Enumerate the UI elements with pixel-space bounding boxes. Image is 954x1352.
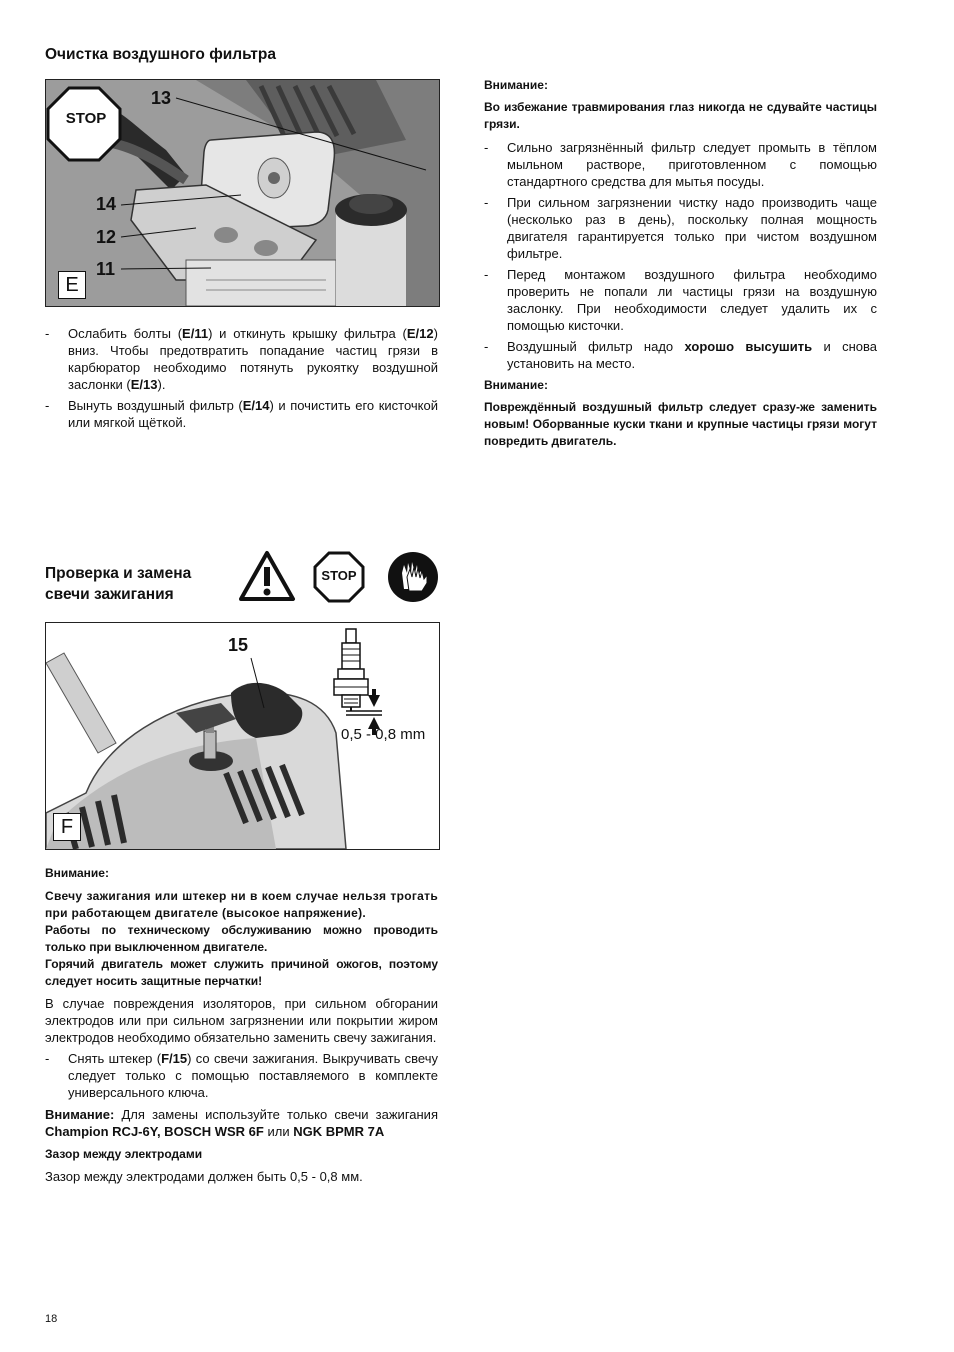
page-number: 18 bbox=[45, 1313, 58, 1325]
list-item: - Вынуть воздушный фильтр (E/14) и почистить его кисточкой или мягкой щёткой. bbox=[45, 398, 438, 430]
air-filter-notes bbox=[484, 77, 877, 450]
list-item: - Ослабить болты (E/11) и откинуть крышку фильтра (E/12) вниз. Чтобы предотвратить попадание частиц грязи в карбюратор необходимо потянуть рукоятку воздушной заслонки (E/13). bbox=[45, 326, 438, 392]
list-item: - Воздушный фильтр надо хорошо высушить и снова установить на место. bbox=[484, 339, 877, 371]
warning-eyes: Во избежание травмирования глаз никогда не сдувайте частицы грязи. bbox=[484, 100, 877, 131]
callout-14: 14 bbox=[96, 194, 117, 214]
warning-burns: Горячий двигатель может служить причиной ожогов, поэтому следует носить защитные перчатки! bbox=[45, 957, 438, 988]
figure-letter-e: E bbox=[58, 271, 86, 299]
warning-damaged-filter: Повреждённый воздушный фильтр следует сразу-же заменить новым! Оборванные куски ткани и крупные частицы грязи могут повредить двигатель. bbox=[484, 400, 877, 448]
gap-text: Зазор между электродами должен быть 0,5 - 0,8 мм. bbox=[45, 1169, 363, 1184]
attention-label: Внимание: bbox=[45, 866, 109, 880]
figure-letter-f: F bbox=[53, 813, 81, 841]
callout-12: 12 bbox=[96, 227, 117, 247]
list-item: - Перед монтажом воздушного фильтра необходимо проверить не попали ли частицы грязи на воздушную заслонку. При необходимости следует удалить их с помощью кисточки. bbox=[484, 267, 877, 333]
section-title-air-filter: Очистка воздушного фильтра bbox=[45, 46, 276, 63]
stop-icon-label: STOP bbox=[321, 568, 357, 583]
stop-sign-label: STOP bbox=[65, 110, 107, 127]
spark-plug-text bbox=[45, 865, 438, 1185]
stop-icon bbox=[313, 551, 365, 603]
section-title-spark-plug bbox=[45, 563, 191, 605]
figure-f bbox=[45, 622, 440, 850]
list-item: - Сильно загрязнённый фильтр следует промыть в тёплом мыльном растворе, приготовленном с помощью стандартного средства для мытья посуды. bbox=[484, 140, 877, 189]
title-line-2: свечи зажигания bbox=[45, 586, 174, 603]
callout-11: 11 bbox=[96, 259, 116, 279]
gap-heading: Зазор между электродами bbox=[45, 1147, 203, 1161]
replace-plug-paragraph: В случае повреждения изоляторов, при сильном обгорании электродов или при сильном загрязнении или покрытии жиром электродов необходимо обязательно заменить свечу зажигания. bbox=[45, 996, 438, 1045]
list-item: - При сильном загрязнении чистку надо производить чаще (несколько раз в день), поскольку полная мощность двигателя гарантируется только при чистом воздушном фильтре. bbox=[484, 195, 877, 261]
callout-13: 13 bbox=[151, 88, 172, 108]
attention-label: Внимание: bbox=[484, 378, 548, 392]
title-line-1: Проверка и замена bbox=[45, 565, 192, 582]
warning-triangle-icon bbox=[238, 550, 296, 602]
gloves-icon bbox=[387, 551, 439, 603]
callout-15: 15 bbox=[228, 635, 249, 655]
warning-engine-off: Работы по техническому обслуживанию можно проводить только при выключенном двигателе. bbox=[45, 923, 438, 954]
list-item: - Снять штекер (F/15) со свечи зажигания. Выкручивать свечу следует только с помощью поставляемого в комплекте универсального ключа. bbox=[45, 1051, 438, 1100]
attention-label: Внимание: bbox=[484, 78, 548, 92]
gap-measurement-label: 0,5 - 0,8 mm bbox=[341, 726, 426, 743]
warning-high-voltage: Свечу зажигания или штекер ни в коем случае нельзя трогать при работающем двигателе (высокое напряжение). bbox=[45, 889, 438, 920]
air-filter-steps bbox=[45, 325, 438, 431]
figure-e bbox=[45, 79, 440, 307]
plug-type-note: Внимание: Для замены используйте только свечи зажигания Champion RCJ-6Y, BOSCH WSR 6F или NGK BPMR 7A bbox=[45, 1107, 438, 1139]
